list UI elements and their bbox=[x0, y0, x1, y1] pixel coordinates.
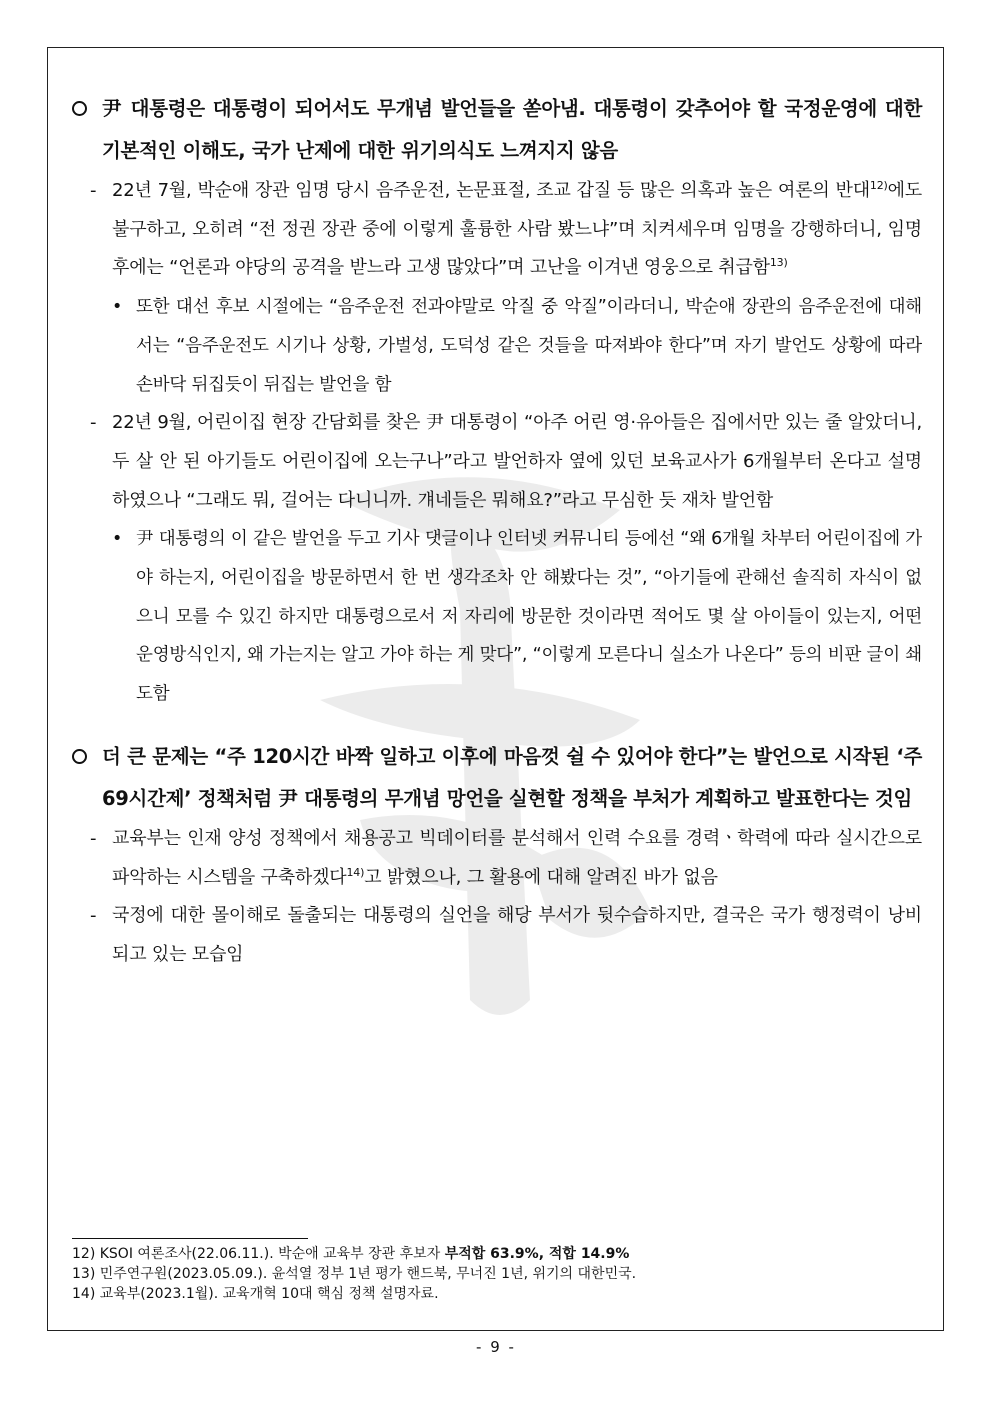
footnote-ref: 12) bbox=[869, 179, 888, 192]
footnote-text: 민주연구원(2023.05.09.). 윤석열 정부 1년 평가 핸드북, 무너진 1년, 위기의 대한민국. bbox=[99, 1266, 637, 1282]
dash-marker: - bbox=[90, 180, 97, 201]
section-heading-2 bbox=[72, 736, 922, 820]
footnotes bbox=[72, 1244, 922, 1304]
item-text: 22년 9월, 어린이집 현장 간담회를 찾은 尹 대통령이 “아주 어린 영·유아들은 집에서만 있는 줄 알았더니, 두 살 안 된 아기들도 어린이집에 오는구나”라고 발언하자 옆에 있던 보육교사가 6개월부터 온다고 설명하였으나 “그래도 뭐, 걸어는 다니니까. 걔네들은 뭐해요?”라고 무심한 듯 재차 발언함 bbox=[112, 412, 922, 511]
sub-item-text: 尹 대통령의 이 같은 발언을 두고 기사 댓글이나 인터넷 커뮤니티 등에선 “왜 6개월 차부터 어린이집에 가야 하는지, 어린이집을 방문하면서 한 번 생각조차 안 해봤다는 것”, “아기들에 관해선 솔직히 자식이 없으니 모를 수 있긴 하지만 대통령으로서 저 자리에 방문한 것이라면 적어도 몇 살 아이들이 있는지, 어떤 운영방식인지, 왜 가는지는 알고 가야 하는 게 맞다”, “이렇게 모른다니 실소가 나온다” 등의 비판 글이 쇄도함 bbox=[136, 529, 922, 705]
item-text: 22년 7월, 박순애 장관 임명 당시 음주운전, 논문표절, 조교 갑질 등 많은 의혹과 높은 여론의 반대 bbox=[112, 180, 870, 201]
footnote bbox=[72, 1244, 922, 1264]
dot-item bbox=[72, 288, 922, 404]
section-heading-text: 더 큰 문제는 “주 120시간 바짝 일하고 이후에 마음껏 쉴 수 있어야 한다”는 발언으로 시작된 ‘주 69시간제’ 정책처럼 尹 대통령의 무개념 망언을 실현할 정책을 부처가 계획하고 발표한다는 것임 bbox=[102, 744, 922, 810]
dot-marker: • bbox=[112, 297, 123, 318]
dash-marker: - bbox=[90, 905, 97, 927]
footnote-number: 14) bbox=[72, 1286, 96, 1302]
dot-marker: • bbox=[112, 529, 123, 550]
page-content bbox=[72, 88, 922, 975]
page-number: - 9 - bbox=[476, 1338, 516, 1356]
footnote-text: KSOI 여론조사(22.06.11.). 박순애 교육부 장관 후보자 bbox=[99, 1246, 445, 1262]
dash-item bbox=[72, 172, 922, 288]
item-text-cont: 에도 불구하고, 오히려 “전 정권 장관 중에 이렇게 훌륭한 사람 봤느냐”며 치켜세우며 임명을 강행하더니, 임명 후에는 “언론과 야당의 공격을 받느라 고생 많았다”며 고난을 이겨낸 영웅으로 취급함 bbox=[112, 180, 922, 279]
footnote-text: 교육부(2023.1월). 교육개혁 10대 핵심 정책 설명자료. bbox=[99, 1286, 439, 1302]
dash-item bbox=[72, 820, 922, 897]
dash-item bbox=[72, 404, 922, 520]
section-gap bbox=[72, 714, 922, 736]
footnote-rule bbox=[72, 1238, 308, 1239]
section-heading-text: 尹 대통령은 대통령이 되어서도 무개념 발언들을 쏟아냄. 대통령이 갖추어야 할 국정운영에 대한 기본적인 이해도, 국가 난제에 대한 위기의식도 느껴지지 않음 bbox=[102, 97, 922, 162]
dot-item bbox=[72, 520, 922, 714]
footnote-ref: 13) bbox=[769, 256, 788, 270]
footnote bbox=[72, 1264, 922, 1284]
dash-marker: - bbox=[90, 827, 97, 849]
circle-bullet-icon bbox=[72, 749, 87, 764]
circle-bullet-icon bbox=[72, 101, 87, 116]
item-text: 교육부는 인재 양성 정책에서 채용공고 빅데이터를 분석해서 인력 수요를 경력ㆍ학력에 따라 실시간으로 파악하는 시스템을 구축하겠다 bbox=[112, 827, 922, 888]
dash-item bbox=[72, 897, 922, 974]
footnote-number: 13) bbox=[72, 1266, 96, 1282]
dash-marker: - bbox=[90, 412, 97, 434]
footnote-bold-text: 부적합 63.9%, 적합 14.9% bbox=[444, 1246, 630, 1262]
item-text: 국정에 대한 몰이해로 돌출되는 대통령의 실언을 해당 부서가 뒷수습하지만, 결국은 국가 행정력이 낭비되고 있는 모습임 bbox=[112, 905, 922, 965]
sub-item-text: 또한 대선 후보 시절에는 “음주운전 전과야말로 악질 중 악질”이라더니, 박순애 장관의 음주운전에 대해서는 “음주운전도 시기나 상황, 가벌성, 도덕성 같은 것들을 따져봐야 한다”며 자기 발언도 상황에 따라 손바닥 뒤집듯이 뒤집는 발언을 함 bbox=[136, 297, 922, 395]
footnote-ref: 14) bbox=[346, 865, 365, 879]
item-text-cont: 고 밝혔으나, 그 활용에 대해 알려진 바가 없음 bbox=[364, 866, 718, 888]
footnote bbox=[72, 1284, 922, 1304]
footnote-number: 12) bbox=[72, 1246, 96, 1262]
section-heading-1 bbox=[72, 88, 922, 172]
